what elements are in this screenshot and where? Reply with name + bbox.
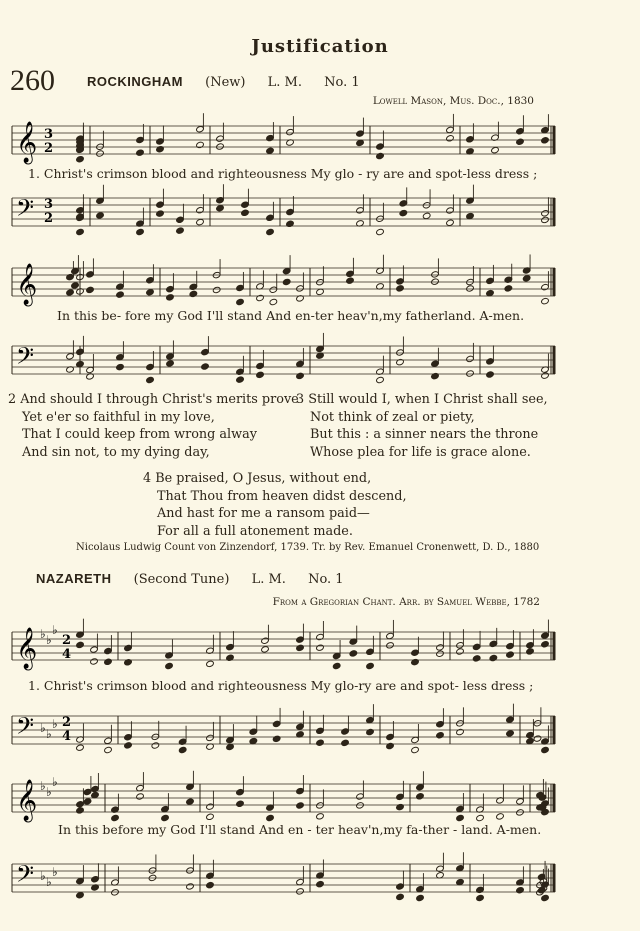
note-head [436,732,445,739]
note-head [366,728,375,735]
note-head [399,209,408,216]
verse-line: Not think of zeal or piety, [310,409,475,425]
note-head [504,285,513,292]
flat-icon: ♭ [40,627,46,641]
note-head [241,209,250,216]
note-head [346,277,355,284]
time-sig-bottom: 2 [44,141,54,156]
note-head [76,892,85,899]
note-head [269,298,278,305]
bass-clef-icon: 𝄢 [16,712,35,745]
flat-icon: ♭ [52,865,58,879]
tune1-meter: L. M. [267,75,302,90]
note-head [76,641,85,648]
tune1-name: ROCKINGHAM [87,74,183,89]
bass-clef-icon: 𝄢 [16,342,35,375]
note-head [411,658,420,665]
note-head [256,294,265,301]
note-head [446,135,455,142]
note-head [196,141,205,148]
note-head [456,728,465,735]
tune2-system2-treble [10,776,555,824]
bass-clef-icon: 𝄢 [16,860,35,893]
note-head [156,210,165,217]
note-head [533,735,542,742]
note-head [186,883,195,890]
note-head [416,894,425,901]
note-head [266,814,275,821]
note-head [104,746,113,753]
time-sig-top: 3 [44,127,54,142]
note-head [146,376,155,383]
note-head [266,228,275,235]
note-head [466,370,475,377]
note-head [316,644,325,651]
note-head [446,219,455,226]
note-head [282,278,291,285]
note-head [411,746,420,753]
note-head [116,363,125,370]
note-head [541,372,550,379]
note-head [272,735,281,742]
tune2-number: No. 1 [308,572,344,587]
note-head [431,372,440,379]
svg-text:2: 2 [44,211,54,226]
note-head [66,289,75,296]
svg-text:4: 4 [62,647,72,662]
note-head [541,297,550,304]
note-head [476,894,485,901]
note-head [261,646,270,653]
note-head [90,658,99,665]
tune2-name: NAZARETH [36,571,112,586]
note-head [256,371,265,378]
note-head [151,742,160,749]
tune2-system1-treble [10,624,555,672]
note-head [541,894,550,901]
note-head [541,746,550,753]
note-head [316,813,325,820]
tune1-number: No. 1 [324,75,360,90]
tune1-system2-bass [10,338,555,386]
note-head [396,893,405,900]
note-head [456,648,465,655]
verse-line: That I could keep from wrong alway [22,427,257,442]
svg-text:2: 2 [62,633,72,648]
treble-clef-icon: 𝄞 [16,780,38,821]
note-head [486,371,495,378]
svg-text:2: 2 [62,715,72,730]
verse-3 [296,391,548,461]
note-head [206,660,215,667]
note-head [506,651,515,658]
note-head [332,662,341,669]
note-head [349,650,358,657]
note-head [136,228,145,235]
note-head [96,212,105,219]
tune1-lyric-line1: 1. Christ's crimson blood and righteousness My glo - ry are and spot-less dress ; [28,166,538,181]
verse-line: Yet e'er so faithful in my love, [22,409,215,425]
note-head [456,814,465,821]
note-head [541,641,550,648]
flat-icon: ♭ [46,875,52,889]
tune1-lyric-line2: In this be- fore my God I'll stand And en-ter heav'n,my fatherland. A-men. [57,308,525,323]
verse-line: But this : a sinner nears the throne [310,427,539,442]
note-head [216,143,225,150]
tune2-lyric-line1: 1. Christ's crimson blood and righteousness My glo-ry are and spot- less dress ; [28,678,534,693]
note-head [146,289,155,296]
verse-line: And hast for me a ransom paid— [157,506,370,521]
note-head [341,739,350,746]
note-head [186,798,195,805]
verse-4 [143,470,407,540]
note-head [76,807,85,814]
text-credits: Nicolaus Ludwig Count von Zinzendorf, 1739. Tr. by Rev. Emanuel Cronenwett, D. D., 1880 [76,542,540,553]
tune1-system1-bass [10,190,555,238]
note-head [541,216,550,223]
note-head [71,282,80,289]
tune2-heading [36,571,344,587]
tune2-annotation: (Second Tune) [133,572,230,587]
note-head [516,809,525,816]
tune1-system2-treble [10,260,555,308]
note-head [86,286,95,293]
treble-clef-icon: 𝄞 [16,122,38,163]
note-head [136,793,145,800]
note-head [526,648,535,655]
flat-icon: ♭ [40,779,46,793]
note-head [496,813,505,820]
note-head [206,813,215,820]
note-head [489,654,498,661]
verse-line: Whose plea for life is grace alone. [310,444,531,460]
note-head [506,730,515,737]
note-head [316,739,325,746]
flat-icon: ♭ [46,633,52,647]
note-head [116,291,125,298]
note-head [541,137,550,144]
note-head [196,218,205,225]
bass-clef-icon: 𝄢 [16,194,35,227]
note-head [296,644,305,651]
note-head [422,212,431,219]
verse-line: For all a full atonement made. [157,523,353,539]
note-head [296,372,305,379]
note-head [124,742,133,749]
note-head [396,358,405,365]
note-head [236,376,245,383]
note-head [161,814,170,821]
verse-2 [8,391,299,461]
note-head [206,881,215,888]
flat-icon: ♭ [46,785,52,799]
tune2-lyric-line2: In this before my God I'll stand And en - ter heav'n,my fa-ther - land. A-men. [58,822,542,837]
note-head [212,286,221,293]
note-head [366,662,375,669]
note-head [178,746,187,753]
verse-line: 3 Still would I, when I Christ shall see, [296,392,548,407]
treble-clef-icon: 𝄞 [16,264,38,305]
flat-icon: ♭ [40,721,46,735]
page-header: Justification [251,36,389,57]
verse-line: That Thou from heaven didst descend, [157,488,407,504]
note-head [166,360,175,367]
note-head [76,744,85,751]
note-head [491,146,500,153]
note-head [166,294,175,301]
flat-icon: ♭ [52,717,58,731]
flat-icon: ♭ [46,727,52,741]
note-head [111,814,120,821]
note-head [472,655,481,662]
note-head [296,888,305,895]
note-head [76,228,85,235]
note-head [165,662,174,669]
note-head [236,298,245,305]
flat-icon: ♭ [52,623,58,637]
note-head [416,793,425,800]
tune2-system2-bass [10,856,555,904]
tune1-annotation: (New) [205,75,246,90]
treble-clef-icon: 𝄞 [16,628,38,669]
verse-line: 2 And should I through Christ's merits prove [8,392,299,407]
note-head [104,658,113,665]
note-head [236,800,245,807]
note-head [436,650,445,657]
svg-text:3: 3 [44,197,54,212]
tune2-meter: L. M. [251,572,286,587]
verse-line: And sin not, to my dying day, [22,444,210,460]
note-head [396,285,405,292]
note-head [522,275,531,282]
flat-icon: ♭ [52,775,58,789]
note-head [386,642,395,649]
svg-text:4: 4 [62,729,72,744]
note-head [376,228,385,235]
note-head [516,887,525,894]
note-head [189,290,198,297]
note-head [386,742,395,749]
note-head [136,149,145,156]
note-head [266,147,275,154]
note-head [376,376,385,383]
note-head [176,227,185,234]
note-head [466,285,475,292]
tune1-system1-treble [10,118,555,166]
tune1-heading [87,74,360,90]
hymn-number: 260 [10,64,55,97]
tune2-system1-bass [10,708,555,756]
note-head [96,150,105,157]
verse-line: 4 Be praised, O Jesus, without end, [143,471,372,486]
tune2-composer: From a Gregorian Chant. Arr. by Samuel Webbe, 1782 [272,596,540,608]
note-head [76,156,85,163]
note-head [316,880,325,887]
note-head [201,363,210,370]
note-head [296,802,305,809]
note-head [516,138,525,145]
note-head [396,803,405,810]
flat-icon: ♭ [40,869,46,883]
note-head [83,798,92,805]
note-head [216,205,225,212]
tune1-composer: Lowell Mason, Mus. Doc., 1830 [372,95,534,107]
note-head [376,152,385,159]
note-head [476,814,485,821]
